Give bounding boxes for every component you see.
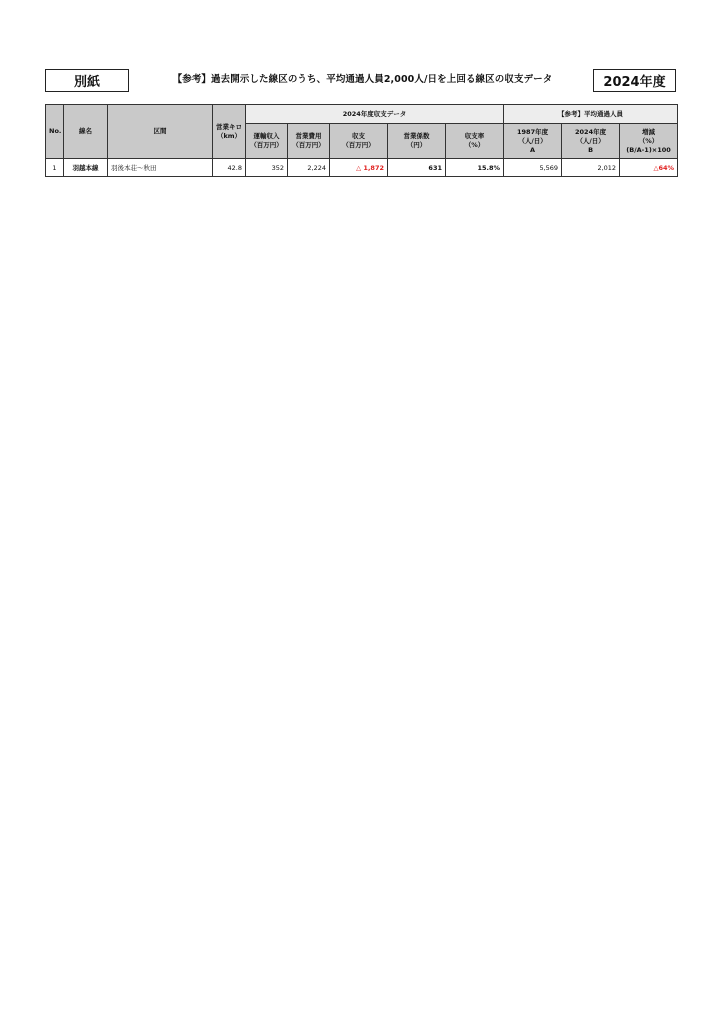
cell-no: 1 bbox=[46, 159, 64, 177]
cell-transport-revenue: 352 bbox=[246, 159, 288, 177]
header-operating-coefficient: 営業係数 （円） bbox=[388, 124, 446, 159]
cell-operating-km: 42.8 bbox=[213, 159, 246, 177]
header-balance: 収支 （百万円） bbox=[330, 124, 388, 159]
fiscal-year-label: 2024年度 bbox=[593, 69, 676, 92]
header-line-name: 線名 bbox=[64, 105, 108, 159]
header-operating-km: 営業キロ （km） bbox=[213, 105, 246, 159]
page-title: 【参考】過去開示した線区のうち、平均通過人員2,000人/日を上回る線区の収支データ bbox=[172, 74, 553, 85]
cell-section: 羽後本荘～秋田 bbox=[108, 159, 213, 177]
cell-balance-ratio: 15.8% bbox=[446, 159, 504, 177]
header-riders-1987: 1987年度 （人/日） A bbox=[504, 124, 562, 159]
cell-riders-2024: 2,012 bbox=[562, 159, 620, 177]
header-no: No. bbox=[46, 105, 64, 159]
header-group-finance: 2024年度収支データ bbox=[246, 105, 504, 124]
cell-line-name: 羽越本線 bbox=[64, 159, 108, 177]
header-group-ridership: 【参考】平均通過人員 bbox=[504, 105, 678, 124]
header-transport-revenue: 運輸収入 （百万円） bbox=[246, 124, 288, 159]
header-balance-ratio: 収支率 （%） bbox=[446, 124, 504, 159]
cell-balance: △ 1,872 bbox=[330, 159, 388, 177]
header-change: 増減 （%） (B/A-1)×100 bbox=[620, 124, 678, 159]
cell-operating-expense: 2,224 bbox=[288, 159, 330, 177]
cell-riders-1987: 5,569 bbox=[504, 159, 562, 177]
table-row bbox=[46, 159, 678, 177]
header-operating-expense: 営業費用 （百万円） bbox=[288, 124, 330, 159]
attachment-label: 別紙 bbox=[45, 69, 129, 92]
cell-change: △64% bbox=[620, 159, 678, 177]
header-section: 区間 bbox=[108, 105, 213, 159]
cell-operating-coefficient: 631 bbox=[388, 159, 446, 177]
revenue-data-table bbox=[45, 104, 678, 177]
header-riders-2024: 2024年度 （人/日） B bbox=[562, 124, 620, 159]
